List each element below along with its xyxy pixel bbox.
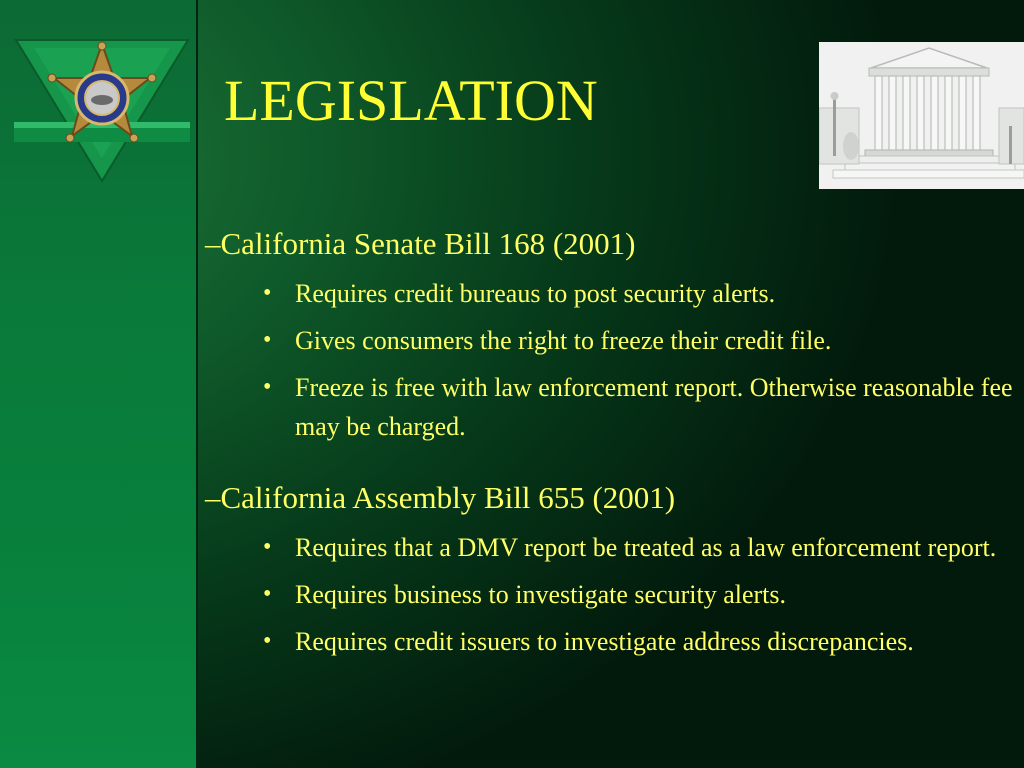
section-heading: –California Senate Bill 168 (2001)	[205, 226, 636, 261]
slide-title: LEGISLATION	[224, 68, 598, 133]
bullet-dot-icon: •	[263, 327, 272, 353]
supreme-court-building-icon	[819, 42, 1024, 189]
bullet-text: Requires credit bureaus to post security alerts.	[295, 279, 776, 308]
bullet-dot-icon: •	[263, 628, 272, 654]
bullet-dot-icon: •	[263, 581, 272, 607]
bullet-dot-icon: •	[263, 280, 272, 306]
bullet-list	[205, 528, 1017, 661]
bullet-item	[205, 528, 1017, 567]
bullet-dot-icon: •	[263, 534, 272, 560]
slide-body	[205, 222, 1017, 661]
bullet-item	[205, 622, 1017, 661]
bullet-text: Requires business to investigate security alerts.	[295, 580, 787, 609]
bullet-item	[205, 368, 1017, 446]
band-divider	[196, 0, 198, 768]
section-senate-bill-168	[205, 222, 1017, 446]
bullet-text: Requires credit issuers to investigate address discrepancies.	[295, 627, 914, 656]
bullet-list	[205, 274, 1017, 446]
section-heading: –California Assembly Bill 655 (2001)	[205, 480, 676, 515]
bullet-dot-icon: •	[263, 374, 272, 400]
bullet-text: Gives consumers the right to freeze their credit file.	[295, 326, 832, 355]
bullet-item	[205, 274, 1017, 313]
sheriff-star-badge-icon	[14, 38, 190, 183]
section-assembly-bill-655	[205, 476, 1017, 661]
bullet-text: Requires that a DMV report be treated as a law enforcement report.	[295, 533, 997, 562]
bullet-item	[205, 321, 1017, 360]
bullet-item	[205, 575, 1017, 614]
bullet-text: Freeze is free with law enforcement report. Otherwise reasonable fee may be charged.	[295, 373, 1013, 441]
